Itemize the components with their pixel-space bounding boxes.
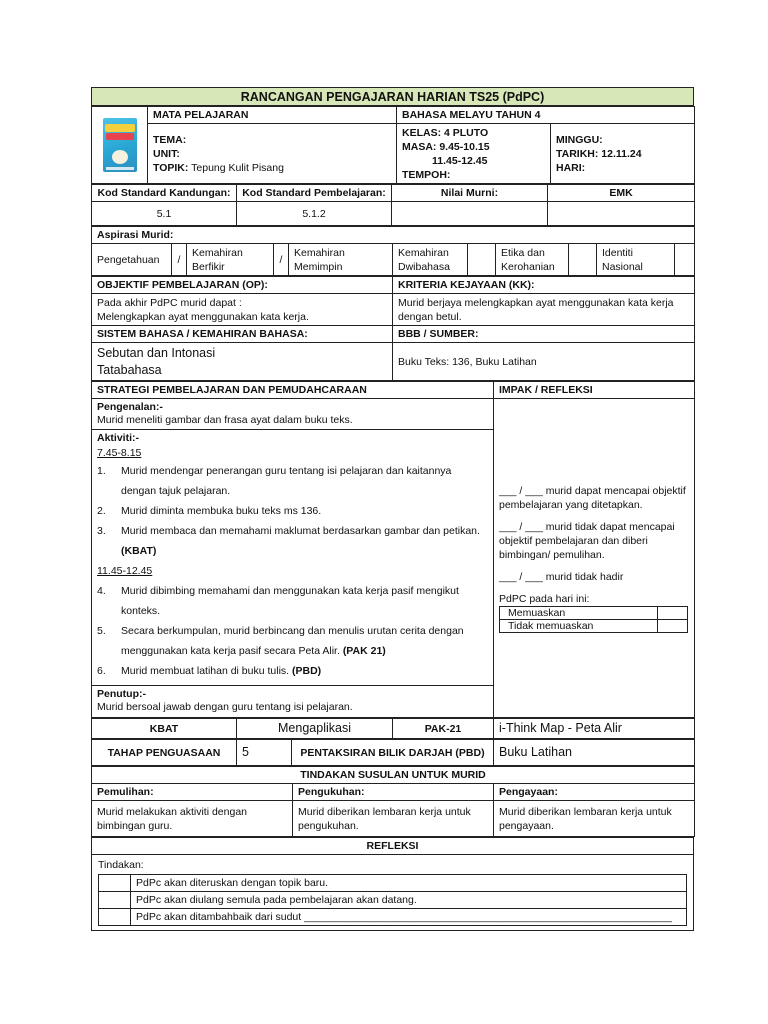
- nilai-label: Nilai Murni:: [392, 185, 548, 202]
- refleksi-option-3: PdPc akan ditambahbaik dari sudut _______________________________________________________________: [131, 909, 687, 926]
- unit-label: UNIT:: [153, 147, 180, 160]
- book-cover-image: [103, 118, 137, 172]
- topik-label: TOPIK:: [153, 161, 189, 174]
- masa-value-2: 11.45-12.45: [432, 154, 488, 167]
- aspirasi-table: [91, 226, 695, 276]
- pdpc-label: PdPC pada hari ini:: [499, 592, 590, 605]
- objektif-label: OBJEKTIF PEMBELAJARAN (OP):: [92, 277, 393, 294]
- aktiviti-step-5: 5. Secara berkumpulan, murid berbincang dan menulis urutan cerita dengan menggunakan kata kerja pasif secara Peta Alir. (PAK 21): [97, 625, 464, 657]
- tahap-value: 5: [237, 740, 292, 766]
- nilai-value: [392, 202, 548, 226]
- pengayaan-text: Murid diberikan lembaran kerja untuk pengayaan.: [494, 801, 695, 837]
- strategy-table: [91, 381, 695, 718]
- impak-line-2: ___ / ___ murid tidak dapat mencapai objektif pembelajaran dan diberi bimbingan/ pemulihan.: [499, 520, 675, 561]
- impak-label: IMPAK / REFLEKSI: [494, 382, 695, 399]
- pdpc-option-tidak-memuaskan: Tidak memuaskan: [500, 619, 658, 632]
- impak-line-1: ___ / ___ murid dapat mencapai objektif pembelajaran yang ditetapkan.: [499, 484, 686, 511]
- ksp-value: 5.1.2: [237, 202, 392, 226]
- refleksi-content: [92, 855, 694, 931]
- aspirasi-mark-kemahiran-berfikir[interactable]: /: [274, 244, 289, 276]
- pbd-label: PENTAKSIRAN BILIK DARJAH (PBD): [292, 740, 494, 766]
- aspirasi-item-pengetahuan: Pengetahuan: [92, 244, 172, 276]
- pbd-value: Buku Latihan: [494, 740, 695, 766]
- ksk-value: 5.1: [92, 202, 237, 226]
- pemulihan-text: Murid melakukan aktiviti dengan bimbingan guru.: [92, 801, 293, 837]
- aktiviti-step-4: 4. Murid dibimbing memahami dan menggunakan kata kerja pasif mengikut konteks.: [97, 585, 459, 617]
- masa-value: MASA: 9.45-10.15: [402, 140, 490, 153]
- pak21-value: i-Think Map - Peta Alir: [494, 719, 695, 739]
- kriteria-text: Murid berjaya melengkapkan ayat menggunakan kata kerja dengan betul.: [393, 294, 695, 326]
- kbat-value: Mengaplikasi: [237, 719, 393, 739]
- standards-table: [91, 184, 695, 226]
- pengenalan-text: Murid meneliti gambar dan frasa ayat dalam buku teks.: [97, 414, 353, 426]
- aspirasi-item-identiti: Identiti Nasional: [597, 244, 675, 276]
- objektif-text: [92, 294, 393, 326]
- refleksi-option-2: PdPc akan diulang semula pada pembelajaran akan datang.: [131, 892, 687, 909]
- refleksi-checkbox-2[interactable]: [99, 892, 131, 909]
- topik-value: Tepung Kulit Pisang: [191, 161, 284, 174]
- kelas-masa-cell: [397, 124, 551, 184]
- mata-pelajaran-value: BAHASA MELAYU TAHUN 4: [397, 107, 695, 124]
- topik-line: [153, 161, 391, 175]
- refleksi-checkbox-3[interactable]: [99, 909, 131, 926]
- aspirasi-label: Aspirasi Murid:: [92, 227, 695, 244]
- sistem-line-1: Sebutan dan Intonasi: [97, 345, 216, 360]
- tema-label: TEMA:: [153, 133, 187, 146]
- aktiviti-step-2: 2. Murid diminta membuka buku teks ms 136.: [97, 505, 322, 517]
- aspirasi-mark-etika[interactable]: [569, 244, 597, 276]
- kbat-table: [91, 718, 695, 739]
- bbb-label: BBB / SUMBER:: [393, 326, 695, 343]
- aspirasi-item-kemahiran-memimpin: Kemahiran Memimpin: [289, 244, 393, 276]
- tema-unit-topik-cell: [148, 124, 397, 184]
- mata-pelajaran-label: MATA PELAJARAN: [148, 107, 397, 124]
- sistem-label: SISTEM BAHASA / KEMAHIRAN BAHASA:: [92, 326, 393, 343]
- strategi-content: [92, 399, 494, 718]
- sistem-line-2: Tatabahasa: [97, 362, 162, 377]
- aspirasi-item-kemahiran-berfikir: Kemahiran Berfikir: [187, 244, 274, 276]
- info-table: [91, 106, 695, 184]
- bbb-value: Buku Teks: 136, Buku Latihan: [393, 343, 695, 381]
- tempoh-label: TEMPOH:: [402, 168, 451, 181]
- aspirasi-mark-kemahiran-dwibahasa[interactable]: [468, 244, 496, 276]
- emk-label: EMK: [548, 185, 695, 202]
- aktiviti-label: Aktiviti:-: [97, 432, 139, 444]
- pengenalan-label: Pengenalan:-: [97, 401, 163, 413]
- tahap-table: [91, 739, 695, 766]
- kelas-value: KELAS: 4 PLUTO: [402, 126, 489, 139]
- pengukuhan-text: Murid diberikan lembaran kerja untuk pengukuhan.: [293, 801, 494, 837]
- impak-line-3: ___ / ___ murid tidak hadir: [499, 570, 624, 583]
- penutup-text: Murid bersoal jawab dengan guru tentang isi pelajaran.: [97, 701, 353, 713]
- minggu-tarikh-cell: [551, 124, 695, 184]
- refleksi-options-table: [98, 874, 687, 926]
- tahap-label: TAHAP PENGUASAAN: [92, 740, 237, 766]
- pdpc-checkbox-memuaskan[interactable]: [658, 606, 688, 619]
- pdpc-option-memuaskan: Memuaskan: [500, 606, 658, 619]
- kbat-tag: (KBAT): [121, 545, 157, 557]
- aktiviti-time-2: 11.45-12.45: [97, 565, 153, 577]
- emk-value: [548, 202, 695, 226]
- ksk-label: Kod Standard Kandungan:: [92, 185, 237, 202]
- aspirasi-mark-pengetahuan[interactable]: /: [172, 244, 187, 276]
- lesson-plan-sheet: [91, 87, 694, 931]
- objektif-line-1: Pada akhir PdPC murid dapat :: [97, 296, 242, 309]
- kriteria-label: KRITERIA KEJAYAAN (KK):: [393, 277, 695, 294]
- pdpc-checkbox-tidak-memuaskan[interactable]: [658, 619, 688, 632]
- pengukuhan-label: Pengukuhan:: [293, 784, 494, 801]
- pdpc-options-table: [499, 606, 688, 633]
- aktiviti-step-1: 1. Murid mendengar penerangan guru tentang isi pelajaran dan kaitannya dengan tajuk pelajaran.: [97, 465, 452, 497]
- aspirasi-item-kemahiran-dwibahasa: Kemahiran Dwibahasa: [393, 244, 468, 276]
- refleksi-checkbox-1[interactable]: [99, 875, 131, 892]
- kbat-label: KBAT: [92, 719, 237, 739]
- tindakan-table: [91, 766, 695, 837]
- aspirasi-mark-identiti[interactable]: [675, 244, 695, 276]
- aspirasi-item-etika: Etika dan Kerohanian: [496, 244, 569, 276]
- pak21-label: PAK-21: [393, 719, 494, 739]
- ksp-label: Kod Standard Pembelajaran:: [237, 185, 392, 202]
- refleksi-option-1: PdPc akan diteruskan dengan topik baru.: [131, 875, 687, 892]
- tarikh-value: TARIKH: 12.11.24: [556, 147, 642, 160]
- tindakan-label: TINDAKAN SUSULAN UNTUK MURID: [92, 767, 695, 784]
- tindakan-refleksi-label: Tindakan:: [98, 859, 144, 871]
- pbd-tag: (PBD): [292, 665, 322, 677]
- aktiviti-time-1: 7.45-8.15: [97, 447, 142, 459]
- book-cover-cell: [92, 107, 148, 184]
- penutup-label: Penutup:-: [97, 688, 146, 700]
- refleksi-table: [91, 837, 694, 931]
- pak21-tag: (PAK 21): [342, 645, 386, 657]
- impak-content: [494, 399, 695, 718]
- title-table: [91, 87, 694, 106]
- pemulihan-label: Pemulihan:: [92, 784, 293, 801]
- sistem-text: [92, 343, 393, 381]
- strategi-label: STRATEGI PEMBELAJARAN DAN PEMUDAHCARAAN: [92, 382, 494, 399]
- pengayaan-label: Pengayaan:: [494, 784, 695, 801]
- refleksi-label: REFLEKSI: [92, 838, 694, 855]
- objektif-line-2: Melengkapkan ayat menggunakan kata kerja.: [97, 310, 309, 323]
- objective-table: [91, 276, 695, 381]
- minggu-label: MINGGU:: [556, 133, 603, 146]
- aktiviti-step-3: 3. Murid membaca dan memahami maklumat berdasarkan gambar dan petikan.(KBAT): [97, 525, 480, 557]
- hari-label: HARI:: [556, 161, 586, 174]
- aktiviti-step-6: 6. Murid membuat latihan di buku tulis. (PBD): [97, 665, 322, 677]
- page-title: RANCANGAN PENGAJARAN HARIAN TS25 (PdPC): [92, 88, 694, 106]
